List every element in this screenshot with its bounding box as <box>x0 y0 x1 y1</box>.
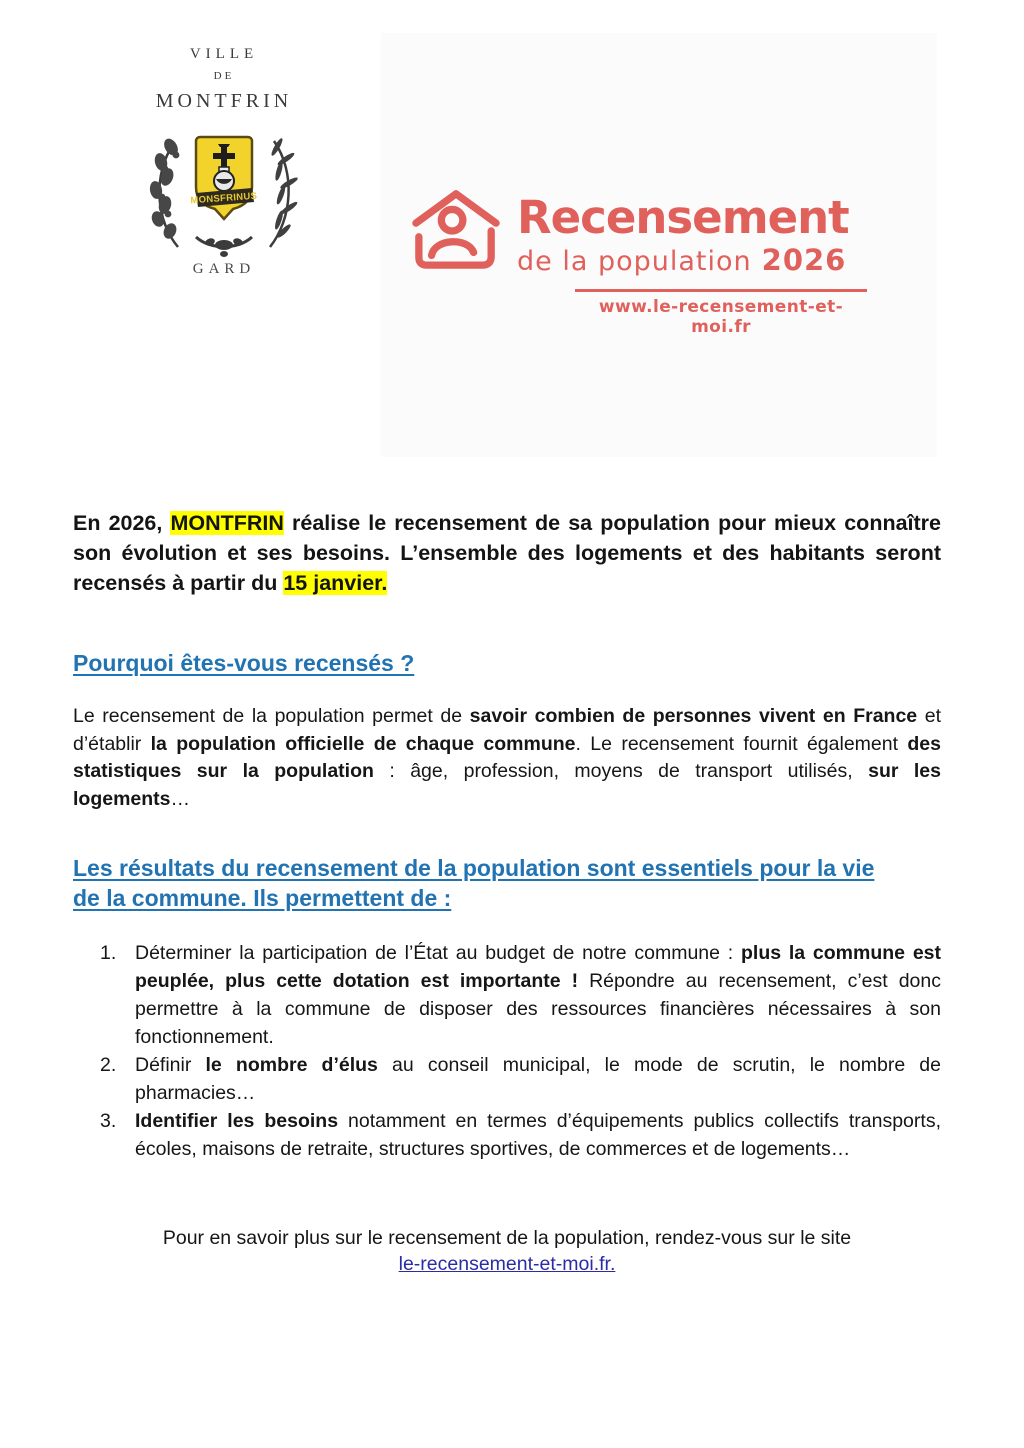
coat-of-arms-icon <box>138 117 310 259</box>
document-body <box>0 508 1024 1277</box>
section1-heading: Pourquoi êtes-vous recensés ? <box>73 650 415 676</box>
list-item-number: 1. <box>100 942 117 964</box>
list-item-text: Identifier les besoins notamment en termes d’équipements publics collectifs transports, écoles, maisons de retraite, structures sportives, de commerces et de logements… <box>135 1110 941 1160</box>
list-item-text: Définir le nombre d’élus au conseil municipal, le mode de scrutin, le nombre de pharmacies… <box>135 1054 941 1104</box>
census-logo <box>407 185 937 277</box>
census-logo-title: Recensement <box>517 191 849 244</box>
section2-heading <box>73 853 941 913</box>
census-logo-year: 2026 <box>761 243 847 277</box>
census-logo-text <box>517 191 849 277</box>
list-item <box>73 1107 941 1163</box>
footer <box>73 1225 941 1277</box>
montfrin-logo-name: MONTFRIN <box>155 90 293 112</box>
shield-banner-text: MONSFRINUS <box>190 190 258 207</box>
header <box>0 0 1024 480</box>
census-logo-rule <box>575 289 867 337</box>
section1-paragraph: Le recensement de la population permet de savoir combien de personnes vivent en France et d’établir la population officielle de chaque commune. Le recensement fournit également des statistiques sur la population : âge, profession, moyens de transport utilisés, sur les logements… <box>73 705 941 810</box>
montfrin-logo-de: DE <box>213 70 235 82</box>
list-item <box>73 1051 941 1107</box>
list-item-number: 3. <box>100 1110 117 1132</box>
census-logo-panel <box>381 33 937 457</box>
house-person-icon <box>407 185 505 271</box>
list-item-number: 2. <box>100 1054 117 1076</box>
census-logo-subtitle: de la population <box>517 246 752 277</box>
list-item-text: Déterminer la participation de l’État au budget de notre commune : plus la commune est peuplée, plus cette dotation est importante ! Répondre au recensement, c’est donc permettre à la commune de disposer des ressources financières nécessaires à son fonctionnement. <box>135 942 942 1048</box>
footer-text: Pour en savoir plus sur le recensement de la population, rendez-vous sur le site <box>162 1227 852 1249</box>
montfrin-logo-department: GARD <box>192 261 256 277</box>
list-item <box>73 939 941 1051</box>
footer-link[interactable]: le-recensement-et-moi.fr. <box>398 1253 616 1275</box>
section2-heading-line1: Les résultats du recensement de la population sont essentiels pour la vie <box>73 855 875 881</box>
montfrin-logo <box>136 46 312 278</box>
intro-paragraph: En 2026, MONTFRIN réalise le recensement de sa population pour mieux connaître son évolution et ses besoins. L’ensemble des logements et des habitants seront recensés à partir du 15 janvier. <box>73 511 941 595</box>
census-logo-url: www.le-recensement-et-moi.fr <box>598 297 844 337</box>
section2-heading-line2: de la commune. Ils permettent de : <box>73 885 452 911</box>
benefits-list <box>73 939 941 1163</box>
montfrin-logo-ville: VILLE <box>189 46 259 62</box>
